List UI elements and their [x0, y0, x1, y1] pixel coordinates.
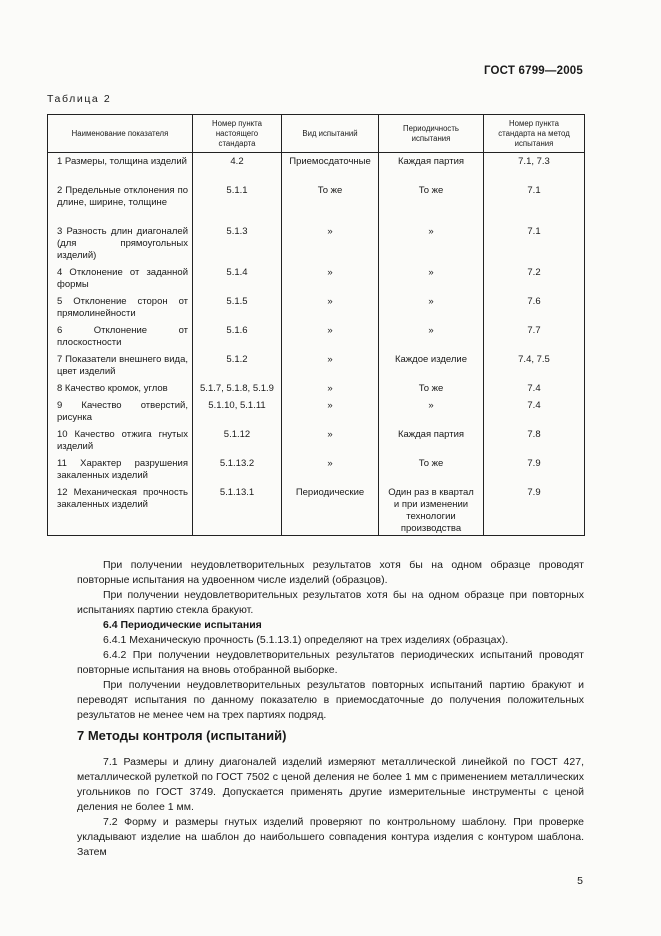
table-row: [48, 380, 585, 397]
periodicity-cell: »: [379, 322, 484, 351]
periodicity-cell: »: [379, 264, 484, 293]
clause-number-cell: 5.1.13.2: [193, 455, 282, 484]
clause-number-cell: 4.2: [193, 153, 282, 182]
paragraph: При получении неудовлетворительных результатов повторных испытаний партию бракуют и переводят испытания по данному показателю в приемосдаточные до получения положительных результатов не менее чем на трех партиях подряд.: [77, 679, 584, 721]
subsection-heading: 6.4 Периодические испытания: [103, 619, 262, 631]
indicator-name-cell: 10 Качество отжига гнутых изделий: [48, 426, 193, 455]
table-row: [48, 484, 585, 536]
indicator-name-cell: 7 Показатели внешнего вида, цвет изделий: [48, 351, 193, 380]
table-row: [48, 351, 585, 380]
indicator-name-cell: 4 Отклонение от заданной формы: [48, 264, 193, 293]
test-table: [47, 114, 585, 536]
clause-number-cell: 5.1.2: [193, 351, 282, 380]
test-type-cell: »: [282, 380, 379, 397]
method-clause-cell: 7.2: [484, 264, 585, 293]
periodicity-cell: Каждое изделие: [379, 351, 484, 380]
method-clause-cell: 7.8: [484, 426, 585, 455]
indicator-name-cell: 12 Механическая прочность закаленных изделий: [48, 484, 193, 536]
clause-number-cell: 5.1.12: [193, 426, 282, 455]
paragraph: При получении неудовлетворительных результатов хотя бы на одном образце при повторных испытаниях партию стекла бракуют.: [77, 589, 584, 616]
column-header: Номер пункта настоящего стандарта: [193, 115, 282, 153]
table-row: [48, 397, 585, 426]
column-header: Периодичность испытания: [379, 115, 484, 153]
paragraph: 7.2 Форму и размеры гнутых изделий проверяют по контрольному шаблону. При проверке укладывают изделие на шаблон до наибольшего совпадения контура изделия с контуром шаблона. Затем: [77, 816, 584, 858]
body-text-block: [77, 558, 584, 723]
periodicity-cell: »: [379, 293, 484, 322]
test-type-cell: »: [282, 322, 379, 351]
paragraph: 7.1 Размеры и длину диагоналей изделий измеряют металлической линейкой по ГОСТ 427, металлической рулеткой по ГОСТ 7502 с ценой деления не более 1 мм с применением металлических угольников по ГОСТ 3749. Допускается применять другие измерительные инструменты с ценой деления не более 1 мм.: [77, 756, 584, 813]
clause-number-cell: 5.1.1: [193, 182, 282, 223]
clause-number-cell: 5.1.4: [193, 264, 282, 293]
indicator-name-cell: 9 Качество отверстий, рисунка: [48, 397, 193, 426]
column-header: Номер пункта стандарта на метод испытания: [484, 115, 585, 153]
table-row: [48, 153, 585, 182]
table-row: [48, 455, 585, 484]
test-type-cell: »: [282, 264, 379, 293]
test-type-cell: »: [282, 351, 379, 380]
table-caption: Таблица 2: [47, 93, 112, 105]
periodicity-cell: То же: [379, 182, 484, 223]
periodicity-cell: Каждая партия: [379, 153, 484, 182]
column-header: Вид испытаний: [282, 115, 379, 153]
test-type-cell: Периодические: [282, 484, 379, 536]
method-clause-cell: 7.9: [484, 455, 585, 484]
test-type-cell: »: [282, 223, 379, 264]
indicator-name-cell: 3 Разность длин диагоналей (для прямоугольных изделий): [48, 223, 193, 264]
method-clause-cell: 7.4: [484, 380, 585, 397]
clause-number-cell: 5.1.13.1: [193, 484, 282, 536]
section-text-block: [77, 755, 584, 860]
indicator-name-cell: 5 Отклонение сторон от прямолинейности: [48, 293, 193, 322]
table-row: [48, 293, 585, 322]
test-type-cell: »: [282, 293, 379, 322]
method-clause-cell: 7.7: [484, 322, 585, 351]
periodicity-cell: То же: [379, 455, 484, 484]
indicator-name-cell: 11 Характер разрушения закаленных изделий: [48, 455, 193, 484]
column-header: Наименование показателя: [48, 115, 193, 153]
paragraph: 6.4.2 При получении неудовлетворительных результатов периодических испытаний проводят повторные испытания на вновь отобранной выборке.: [77, 649, 584, 676]
periodicity-cell: То же: [379, 380, 484, 397]
paragraph: При получении неудовлетворительных результатов хотя бы на одном образце проводят повторные испытания на удвоенном числе изделий (образцов).: [77, 559, 584, 586]
method-clause-cell: 7.1, 7.3: [484, 153, 585, 182]
periodicity-cell: »: [379, 397, 484, 426]
table-row: [48, 322, 585, 351]
table-row: [48, 264, 585, 293]
clause-number-cell: 5.1.7, 5.1.8, 5.1.9: [193, 380, 282, 397]
indicator-name-cell: 6 Отклонение от плоскостности: [48, 322, 193, 351]
method-clause-cell: 7.1: [484, 182, 585, 223]
clause-number-cell: 5.1.3: [193, 223, 282, 264]
test-type-cell: Приемосдаточные: [282, 153, 379, 182]
table-row: [48, 182, 585, 223]
indicator-name-cell: 8 Качество кромок, углов: [48, 380, 193, 397]
clause-number-cell: 5.1.10, 5.1.11: [193, 397, 282, 426]
clause-number-cell: 5.1.6: [193, 322, 282, 351]
method-clause-cell: 7.4, 7.5: [484, 351, 585, 380]
test-type-cell: »: [282, 455, 379, 484]
periodicity-cell: »: [379, 223, 484, 264]
section-heading: 7 Методы контроля (испытаний): [77, 728, 287, 743]
test-type-cell: То же: [282, 182, 379, 223]
method-clause-cell: 7.9: [484, 484, 585, 536]
test-type-cell: »: [282, 397, 379, 426]
method-clause-cell: 7.6: [484, 293, 585, 322]
method-clause-cell: 7.1: [484, 223, 585, 264]
method-clause-cell: 7.4: [484, 397, 585, 426]
table-row: [48, 426, 585, 455]
periodicity-cell: Один раз в квартал и при изменении технологии производства: [379, 484, 484, 536]
document-code: ГОСТ 6799—2005: [483, 65, 583, 77]
table-row: [48, 223, 585, 264]
periodicity-cell: Каждая партия: [379, 426, 484, 455]
clause-number-cell: 5.1.5: [193, 293, 282, 322]
paragraph: 6.4.1 Механическую прочность (5.1.13.1) определяют на трех изделиях (образцах).: [103, 634, 509, 646]
table-header-row: [48, 115, 585, 153]
test-type-cell: »: [282, 426, 379, 455]
page-number: 5: [577, 875, 583, 887]
indicator-name-cell: 1 Размеры, толщина изделий: [48, 153, 193, 182]
indicator-name-cell: 2 Предельные отклонения по длине, ширине, толщине: [48, 182, 193, 223]
